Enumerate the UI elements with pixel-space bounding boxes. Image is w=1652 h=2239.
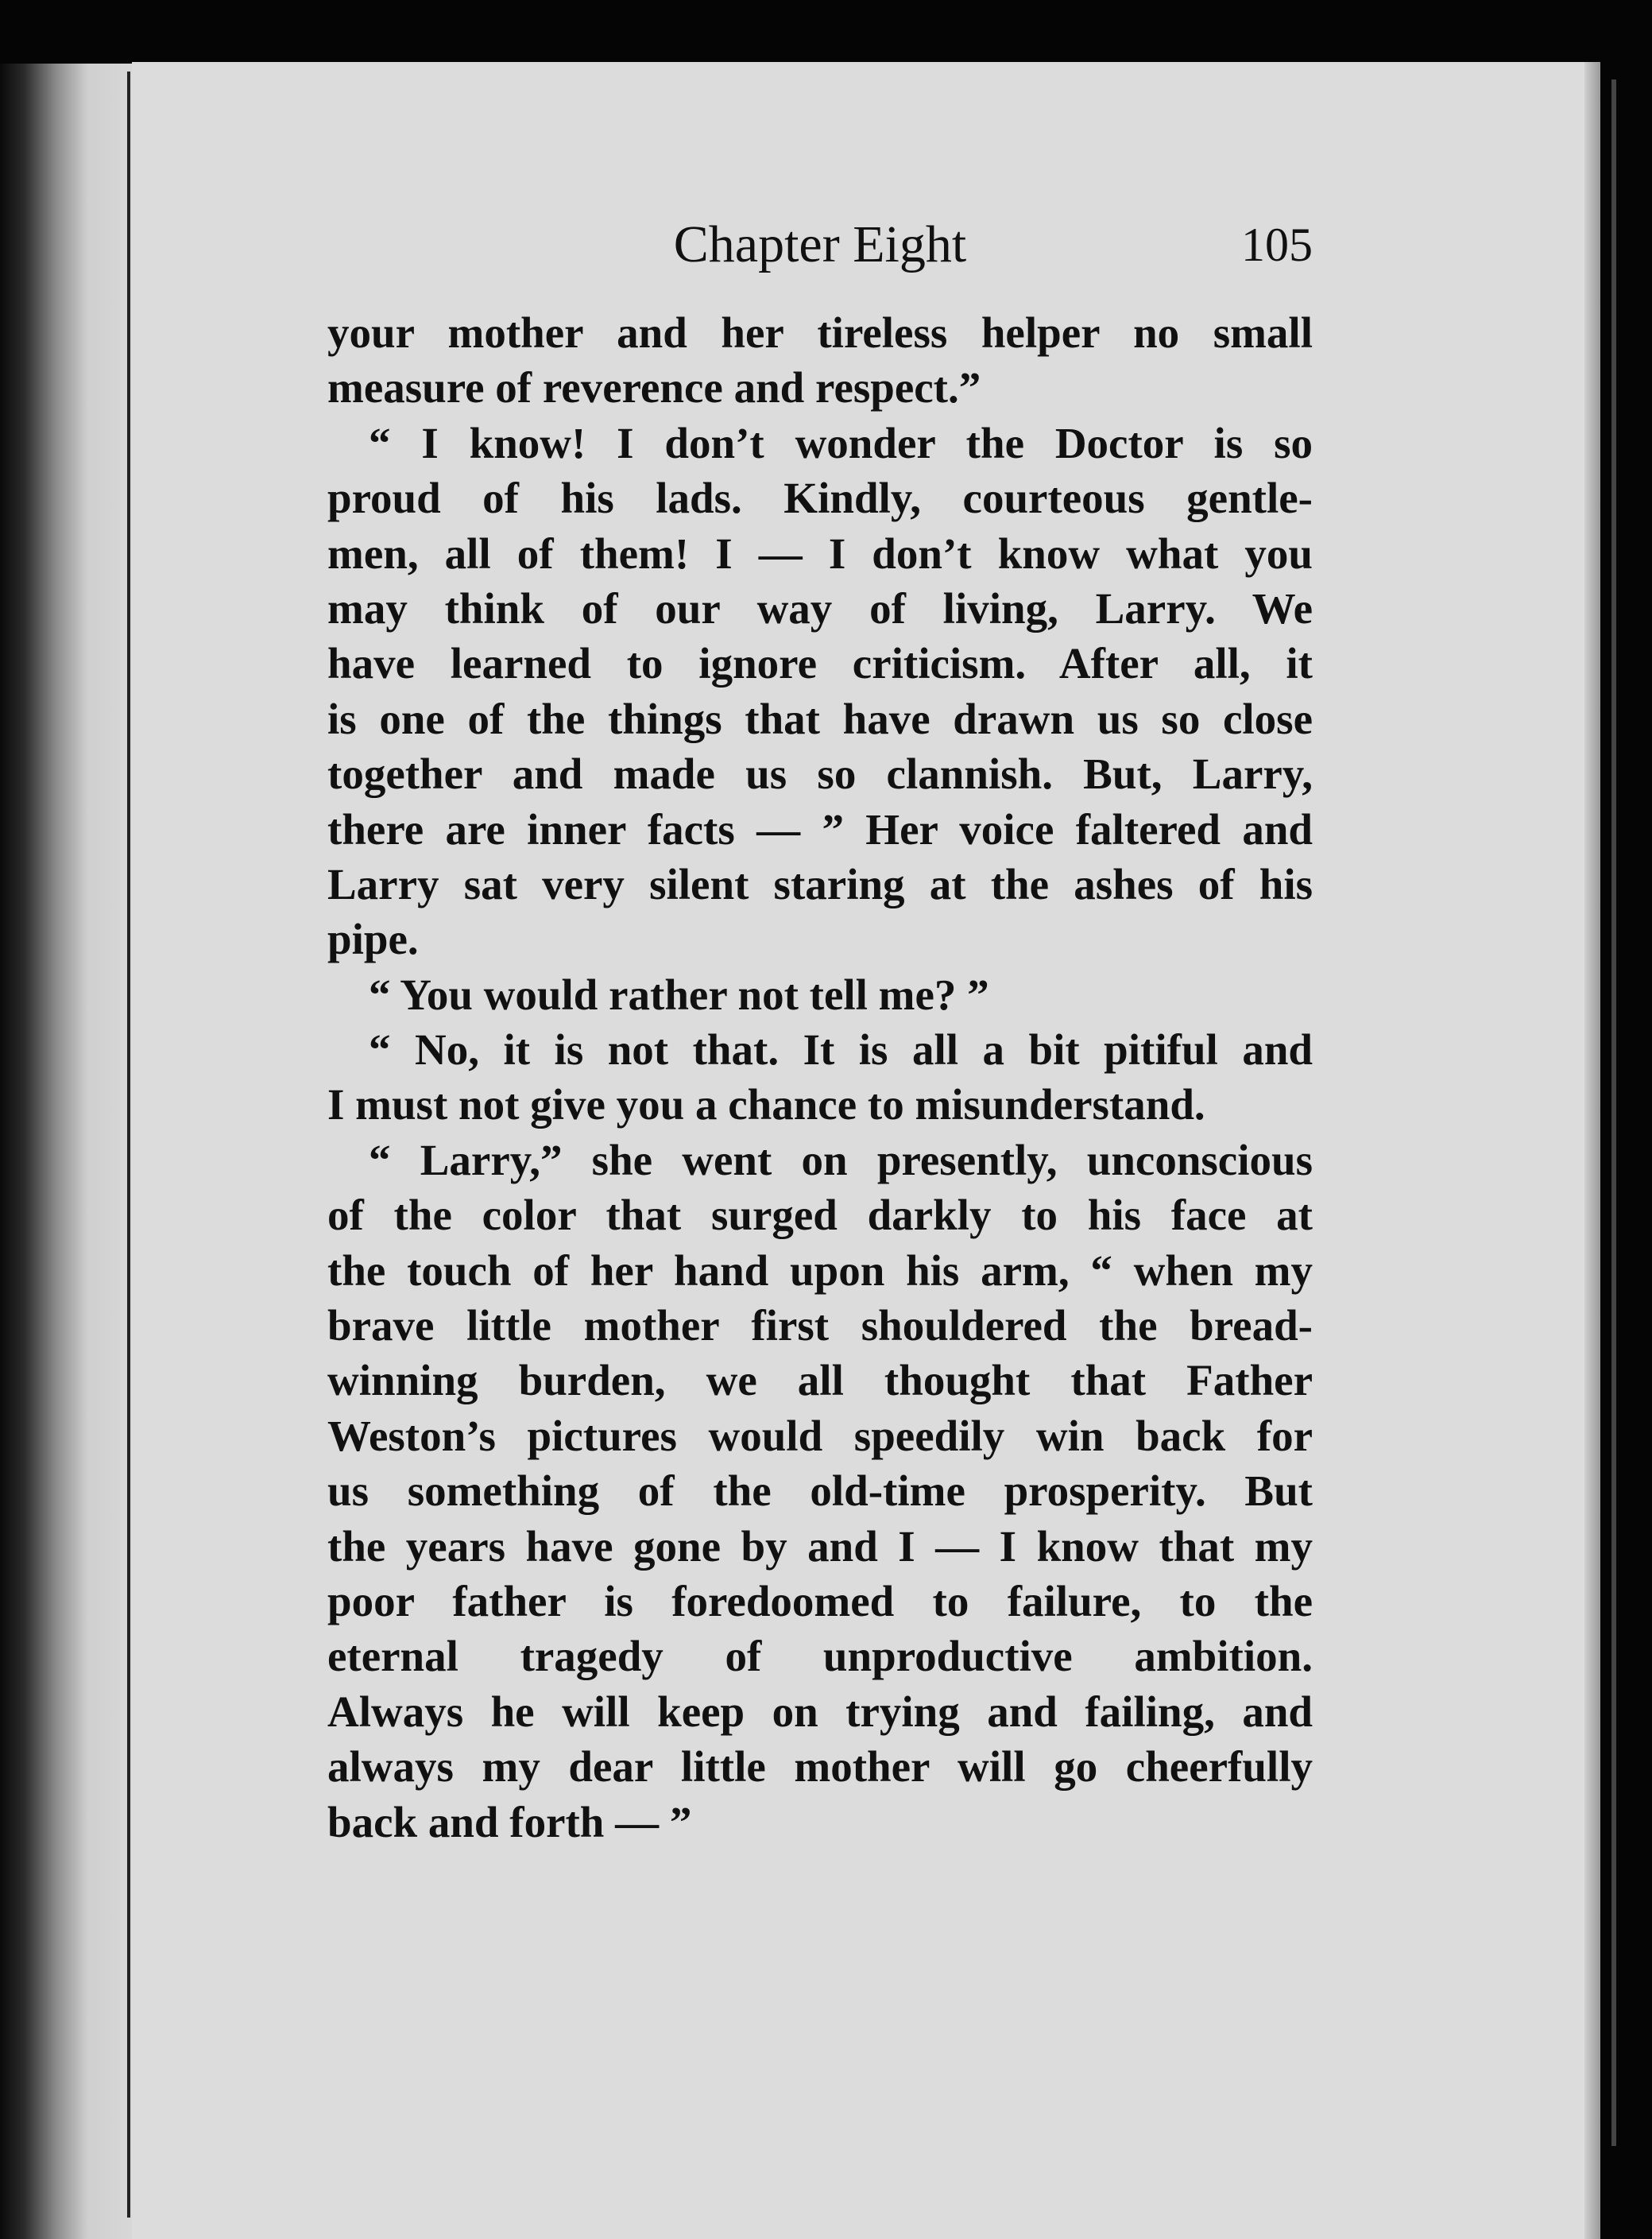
text-line: may think of our way of living, Larry. We [327,583,1313,633]
text-line: “ Larry,” she went on presently, unconscious [369,1135,1313,1184]
binding-line [127,72,130,2218]
running-header [327,213,1313,285]
body-text [327,305,1313,1850]
scan-border-rule [1611,79,1616,2146]
text-line: I must not give you a chance to misunderstand. [327,1080,1205,1129]
text-line: measure of reverence and respect.” [327,363,981,413]
scan-border-right [1600,56,1652,2239]
text-line: always my dear little mother will go cheerfully [327,1742,1313,1792]
chapter-title: Chapter Eight [673,215,967,273]
text-line: eternal tragedy of unproductive ambition. [327,1632,1313,1681]
text-line: us something of the old-time prosperity. But [327,1466,1313,1516]
text-line: Larry sat very silent staring at the ashes of his [327,859,1313,908]
text-line: the touch of her hand upon his arm, “ when my [327,1245,1313,1295]
text-line: the years have gone by and I — I know that my [327,1521,1313,1571]
page-right-edge [1584,62,1600,2239]
text-line: your mother and her tireless helper no small [327,308,1313,357]
text-line: Always he will keep on trying and failing, and [327,1687,1313,1736]
text-line: winning burden, we all thought that Father [327,1356,1313,1405]
text-line: together and made us so clannish. But, Larry, [327,750,1313,799]
text-line: back and forth — ” [327,1797,692,1846]
text-line: pipe. [327,915,419,964]
text-line: is one of the things that have drawn us so close [327,694,1313,743]
text-line: of the color that surged darkly to his face at [327,1191,1313,1240]
text-line: “ I know! I don’t wonder the Doctor is so [369,418,1313,467]
text-line: proud of his lads. Kindly, courteous gentle- [327,474,1313,523]
book-spine-shadow [0,64,135,2239]
text-line: have learned to ignore criticism. After all, it [327,639,1313,688]
text-line: “ No, it is not that. It is all a bit pitiful and [369,1025,1313,1075]
text-line: men, all of them! I — I don’t know what you [327,529,1313,578]
text-line: brave little mother first shouldered the bread- [327,1301,1313,1350]
text-line: poor father is foredoomed to failure, to the [327,1576,1313,1625]
page-number: 105 [1241,219,1313,271]
text-line: “ You would rather not tell me? ” [369,970,989,1019]
text-line: Weston’s pictures would speedily win back for [327,1411,1313,1460]
text-line: there are inner facts — ” Her voice faltered and [327,804,1313,854]
